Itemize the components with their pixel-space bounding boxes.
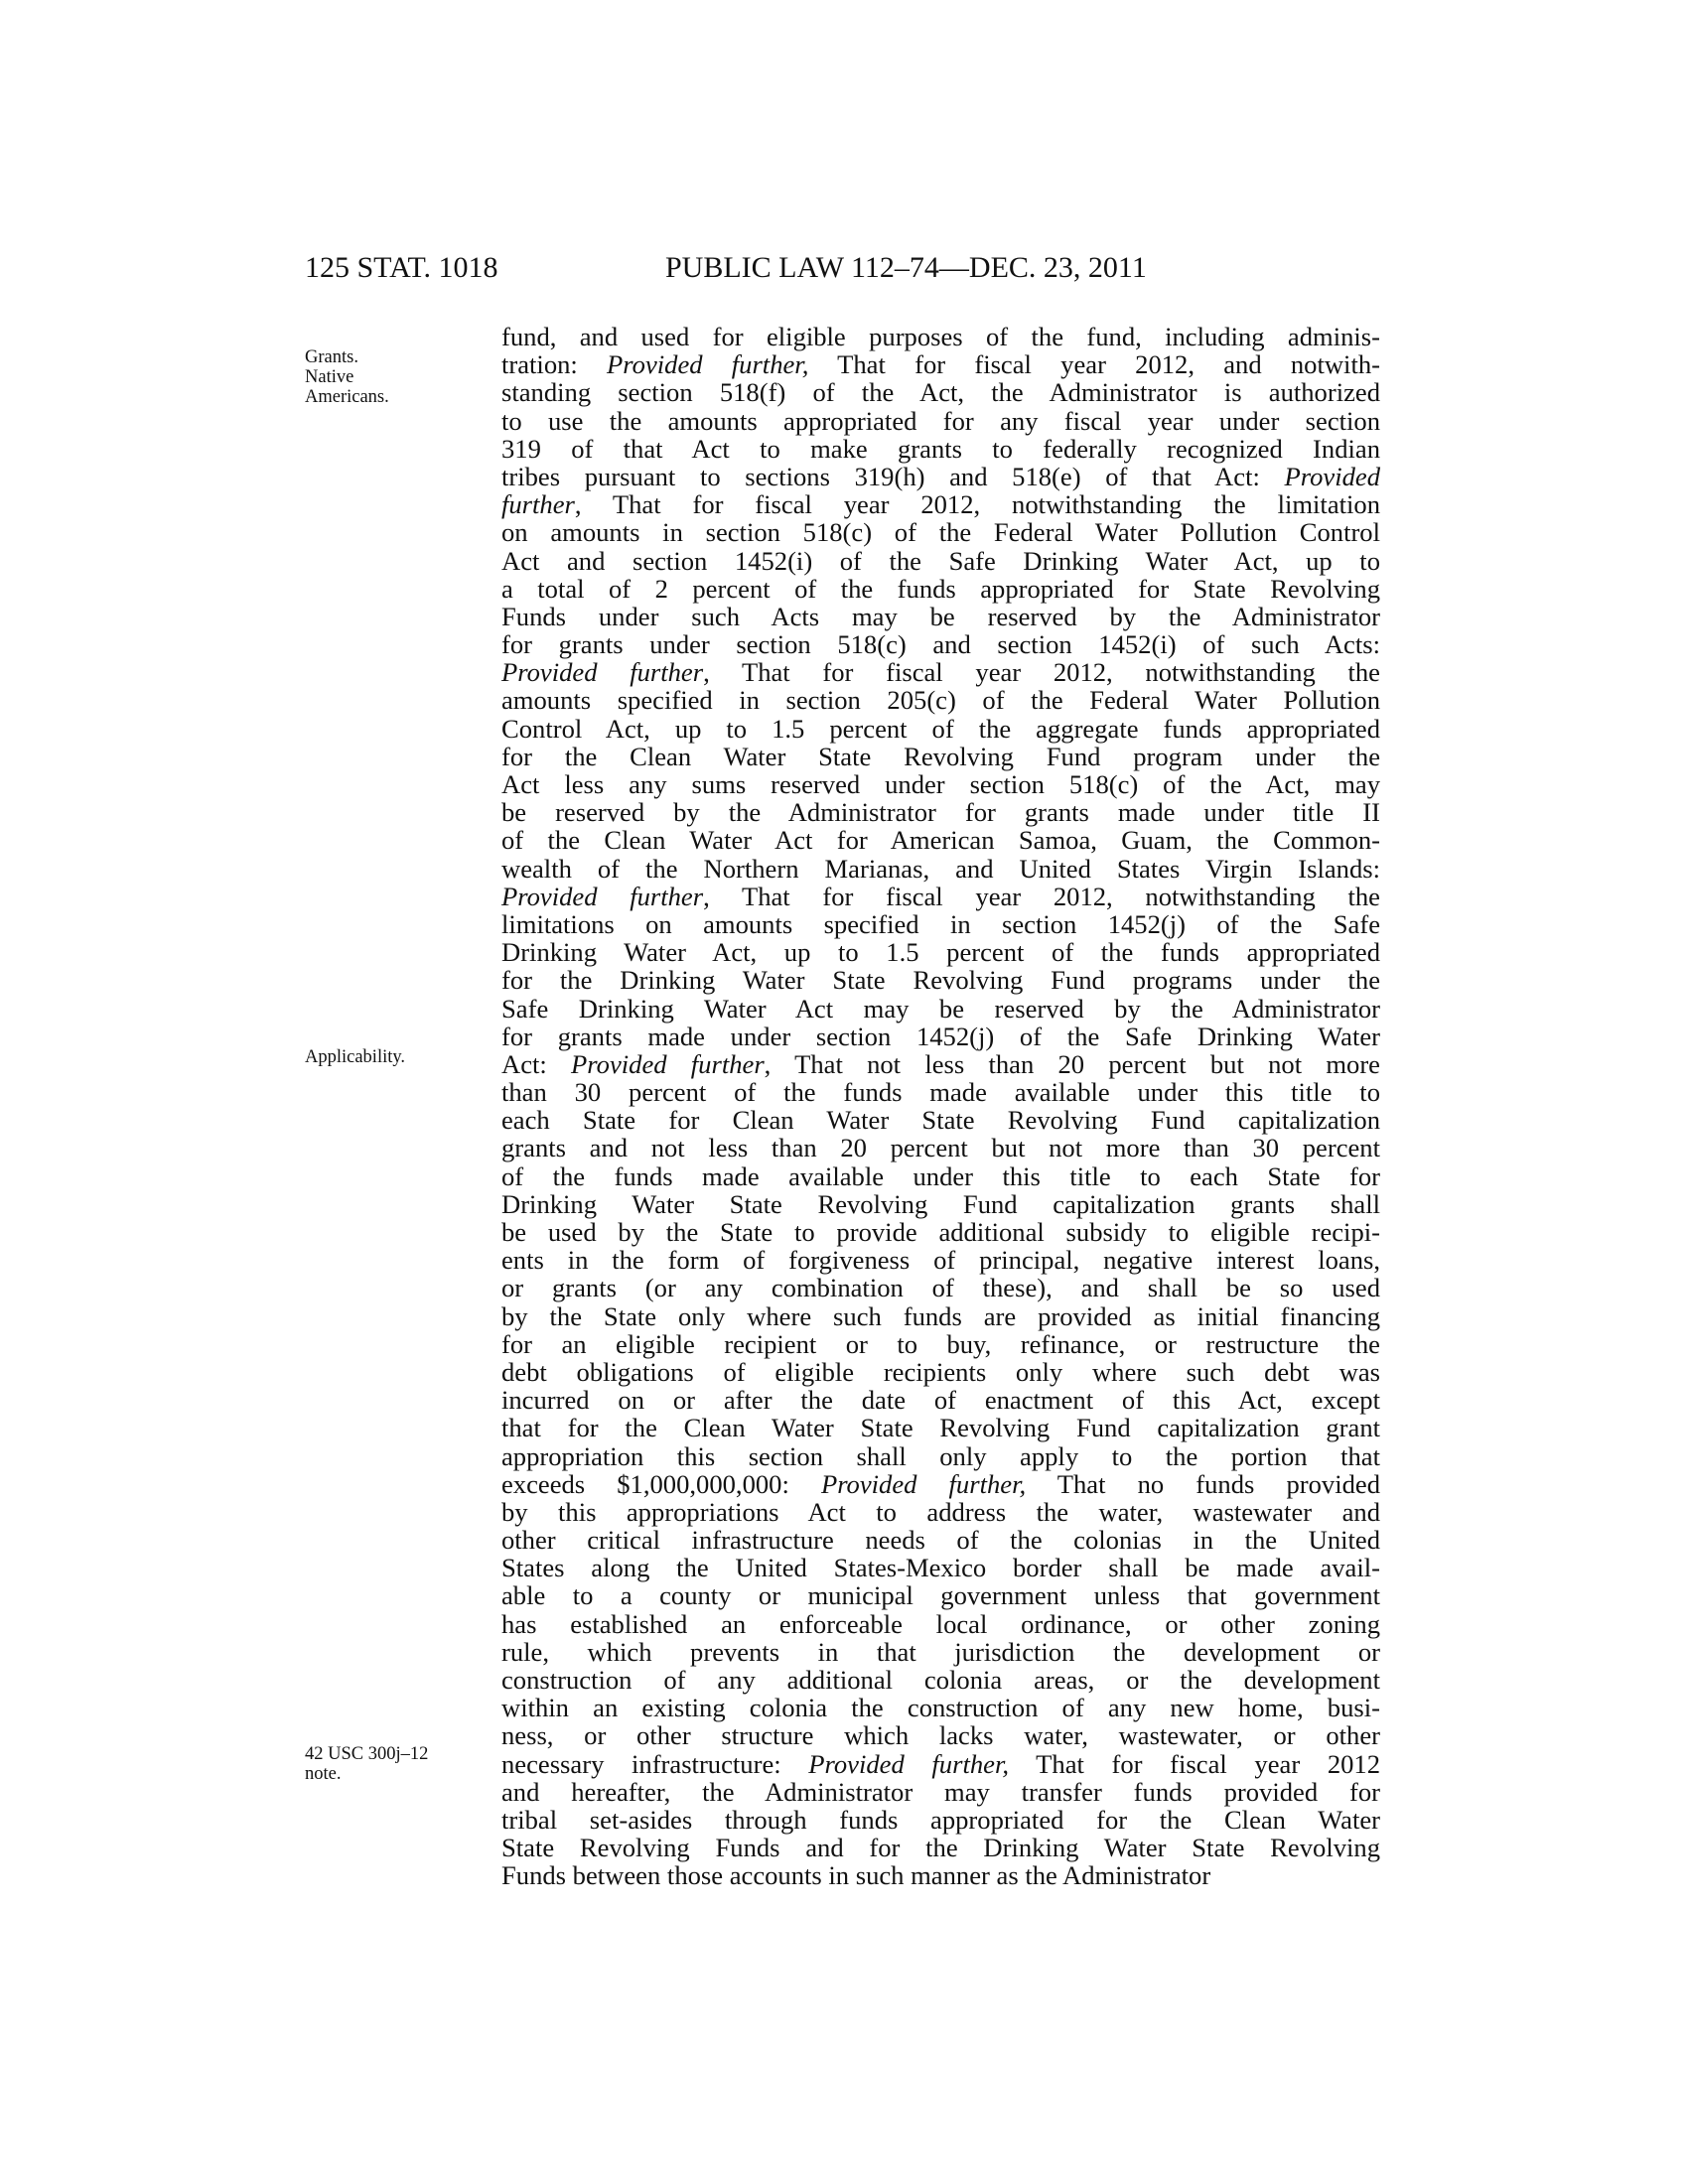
statute-body-text bbox=[501, 323, 1380, 1890]
body-text-line bbox=[501, 435, 1380, 463]
text-run: has established an enforceable local ordinance, or other zoning bbox=[501, 1608, 1380, 1639]
body-text-line bbox=[501, 1554, 1380, 1581]
body-text-line bbox=[501, 1246, 1380, 1274]
margin-note-line: Applicability. bbox=[305, 1047, 406, 1067]
text-run: tribal set-asides through funds appropriated for the Clean Water bbox=[501, 1804, 1380, 1835]
text-run: Act less any sums reserved under section 518(c) of the Act, may bbox=[501, 769, 1380, 799]
body-text-line bbox=[501, 715, 1380, 743]
body-text-line bbox=[501, 1442, 1380, 1470]
body-text-line bbox=[501, 798, 1380, 826]
body-text-line bbox=[501, 826, 1380, 854]
text-run: Act: bbox=[501, 1048, 572, 1079]
body-text-line bbox=[501, 770, 1380, 798]
body-text-line bbox=[501, 1834, 1380, 1861]
statute-page-reference: 125 STAT. 1018 bbox=[305, 251, 498, 284]
text-run: appropriation this section shall only apply to the portion that bbox=[501, 1440, 1380, 1471]
text-run: for the Drinking Water State Revolving Fund programs under the bbox=[501, 965, 1380, 996]
body-text-line bbox=[501, 575, 1380, 603]
italic-phrase: Provided further, bbox=[820, 1468, 1027, 1499]
body-text-line bbox=[501, 490, 1380, 518]
text-run: by the State only where such funds are provided as initial financing bbox=[501, 1300, 1380, 1331]
text-run: able to a county or municipal government unless that government bbox=[501, 1580, 1380, 1611]
body-text-line bbox=[501, 1694, 1380, 1721]
text-run: tration: bbox=[501, 349, 608, 380]
text-run: than 30 percent of the funds made available under this title to bbox=[501, 1077, 1380, 1108]
body-text-line bbox=[501, 686, 1380, 714]
text-run: other critical infrastructure needs of the colonias in the United bbox=[501, 1525, 1380, 1556]
text-run: Drinking Water Act, up to 1.5 percent of the funds appropriated bbox=[501, 937, 1380, 968]
text-run: , That for fiscal year 2012, notwithstanding the bbox=[703, 881, 1380, 911]
text-run: State Revolving Funds and for the Drinking Water State Revolving bbox=[501, 1833, 1380, 1863]
text-run: rule, which prevents in that jurisdiction the development or bbox=[501, 1636, 1380, 1667]
text-run: , That not less than 20 percent but not more bbox=[764, 1048, 1380, 1079]
text-run: for grants made under section 1452(j) of the Safe Drinking Water bbox=[501, 1021, 1380, 1051]
body-text-line bbox=[501, 995, 1380, 1023]
text-run: debt obligations of eligible recipients only where such debt was bbox=[501, 1356, 1380, 1387]
text-run: for grants under section 518(c) and section 1452(i) of such Acts: bbox=[501, 629, 1380, 660]
text-run: That for fiscal year 2012 bbox=[1009, 1748, 1381, 1779]
margin-note-line: Native bbox=[305, 367, 354, 387]
text-run: necessary infrastructure: bbox=[501, 1748, 809, 1779]
text-run: Control Act, up to 1.5 percent of the aggregate funds appropriated bbox=[501, 713, 1380, 744]
body-text-line bbox=[501, 1414, 1380, 1441]
text-run: Funds under such Acts may be reserved by the Administrator bbox=[501, 601, 1380, 631]
body-text-line bbox=[501, 1610, 1380, 1638]
body-text-line bbox=[501, 938, 1380, 966]
text-run: each State for Clean Water State Revolving Fund capitalization bbox=[501, 1105, 1380, 1136]
text-run: exceeds $1,000,000,000: bbox=[501, 1468, 821, 1499]
body-text-line bbox=[501, 407, 1380, 435]
text-run: fund, and used for eligible purposes of the fund, including adminis- bbox=[501, 322, 1380, 351]
text-run: That no funds provided bbox=[1026, 1468, 1380, 1499]
text-run: , That for fiscal year 2012, notwithstanding the bbox=[703, 657, 1380, 688]
text-run: States along the United States-Mexico border shall be made avail- bbox=[501, 1553, 1380, 1583]
body-text-line bbox=[501, 1721, 1380, 1749]
body-text-line bbox=[501, 1078, 1380, 1106]
text-run: Drinking Water State Revolving Fund capitalization grants shall bbox=[501, 1188, 1380, 1219]
text-run: ents in the form of forgiveness of principal, negative interest loans, bbox=[501, 1245, 1380, 1276]
text-run: and hereafter, the Administrator may transfer funds provided for bbox=[501, 1776, 1380, 1807]
margin-note-line: note. bbox=[305, 1764, 342, 1784]
text-run: limitations on amounts specified in section 1452(j) of the Safe bbox=[501, 908, 1380, 939]
body-text-line bbox=[501, 547, 1380, 575]
margin-note-usc-citation bbox=[305, 1744, 428, 1784]
text-run: incurred on or after the date of enactment of this Act, except bbox=[501, 1385, 1380, 1416]
body-text-line bbox=[501, 883, 1380, 910]
body-text-line bbox=[501, 463, 1380, 490]
body-text-line bbox=[501, 630, 1380, 658]
text-run: construction of any additional colonia areas, or the development bbox=[501, 1665, 1380, 1695]
italic-phrase: Provided further bbox=[571, 1048, 765, 1079]
text-run: Funds between those accounts in such manner as the Administrator bbox=[501, 1860, 1211, 1891]
text-run: , That for fiscal year 2012, notwithstanding the limitation bbox=[574, 489, 1380, 520]
margin-note-line: 42 USC 300j–12 bbox=[305, 1744, 429, 1764]
text-run: Act and section 1452(i) of the Safe Drinking Water Act, up to bbox=[501, 545, 1380, 576]
body-text-line bbox=[501, 1330, 1380, 1358]
italic-phrase: Provided further, bbox=[607, 349, 809, 380]
body-text-line bbox=[501, 1666, 1380, 1694]
text-run: within an existing colonia the construction of any new home, busi- bbox=[501, 1693, 1380, 1723]
text-run: or grants (or any combination of these), and shall be so used bbox=[501, 1273, 1380, 1303]
body-text-line bbox=[501, 378, 1380, 406]
body-text-line bbox=[501, 1050, 1380, 1078]
body-text-line bbox=[501, 1386, 1380, 1414]
italic-phrase: Provided further, bbox=[808, 1748, 1009, 1779]
text-run: That for fiscal year 2012, and notwith- bbox=[808, 349, 1380, 380]
body-text-line bbox=[501, 1638, 1380, 1666]
body-text-line bbox=[501, 1162, 1380, 1190]
body-text-line bbox=[501, 1581, 1380, 1609]
body-text-line bbox=[501, 966, 1380, 994]
body-text-line bbox=[501, 1190, 1380, 1218]
body-text-line bbox=[501, 603, 1380, 630]
text-run: to use the amounts appropriated for any fiscal year under section bbox=[501, 405, 1380, 436]
body-text-line bbox=[501, 743, 1380, 770]
body-text-line bbox=[501, 1023, 1380, 1050]
text-run: Safe Drinking Water Act may be reserved by the Administrator bbox=[501, 993, 1380, 1024]
text-run: of the funds made available under this title to each State for bbox=[501, 1160, 1380, 1191]
body-text-line bbox=[501, 1218, 1380, 1246]
body-text-line bbox=[501, 658, 1380, 686]
body-text-line bbox=[501, 1526, 1380, 1554]
text-run: standing section 518(f) of the Act, the Administrator is authorized bbox=[501, 377, 1380, 408]
margin-note-grants bbox=[305, 347, 389, 407]
body-text-line bbox=[501, 910, 1380, 938]
body-text-line bbox=[501, 1498, 1380, 1526]
italic-phrase: Provided further bbox=[501, 657, 704, 688]
body-text-line bbox=[501, 1302, 1380, 1330]
margin-note-applicability bbox=[305, 1047, 405, 1067]
margin-note-line: Americans. bbox=[305, 387, 389, 407]
text-run: of the Clean Water Act for American Samoa, Guam, the Common- bbox=[501, 825, 1380, 856]
body-text-line bbox=[501, 518, 1380, 546]
body-text-line bbox=[501, 855, 1380, 883]
body-text-line bbox=[501, 323, 1380, 350]
body-text-line bbox=[501, 1358, 1380, 1386]
text-run: on amounts in section 518(c) of the Federal Water Pollution Control bbox=[501, 517, 1380, 548]
italic-phrase: further bbox=[501, 489, 575, 520]
margin-note-line: Grants. bbox=[305, 347, 358, 367]
text-run: tribes pursuant to sections 319(h) and 518(e) of that Act: bbox=[501, 461, 1285, 491]
text-run: a total of 2 percent of the funds appropriated for State Revolving bbox=[501, 573, 1380, 604]
text-run: that for the Clean Water State Revolving Fund capitalization grant bbox=[501, 1413, 1380, 1443]
text-run: grants and not less than 20 percent but not more than 30 percent bbox=[501, 1133, 1380, 1163]
body-text-line bbox=[501, 1470, 1380, 1498]
text-run: amounts specified in section 205(c) of the Federal Water Pollution bbox=[501, 685, 1380, 716]
text-run: for the Clean Water State Revolving Fund program under the bbox=[501, 741, 1380, 771]
public-law-title: PUBLIC LAW 112–74—DEC. 23, 2011 bbox=[665, 251, 1147, 284]
text-run: by this appropriations Act to address the water, wastewater and bbox=[501, 1496, 1380, 1527]
text-run: for an eligible recipient or to buy, refinance, or restructure the bbox=[501, 1328, 1380, 1359]
text-run: ness, or other structure which lacks water, wastewater, or other bbox=[501, 1720, 1380, 1751]
body-text-line bbox=[501, 1274, 1380, 1301]
body-text-line bbox=[501, 350, 1380, 378]
body-text-line bbox=[501, 1806, 1380, 1834]
italic-phrase: Provided further bbox=[501, 881, 704, 911]
body-text-line bbox=[501, 1861, 1380, 1889]
text-run: wealth of the Northern Marianas, and United States Virgin Islands: bbox=[501, 853, 1380, 884]
body-text-line bbox=[501, 1106, 1380, 1134]
body-text-line bbox=[501, 1778, 1380, 1806]
body-text-line bbox=[501, 1750, 1380, 1778]
text-run: 319 of that Act to make grants to federally recognized Indian bbox=[501, 433, 1380, 464]
body-text-line bbox=[501, 1134, 1380, 1161]
text-run: be used by the State to provide additional subsidy to eligible recipi- bbox=[501, 1217, 1380, 1247]
text-run: be reserved by the Administrator for grants made under title II bbox=[501, 797, 1380, 828]
page-header bbox=[305, 248, 1211, 288]
italic-phrase: Provided bbox=[1284, 461, 1380, 491]
